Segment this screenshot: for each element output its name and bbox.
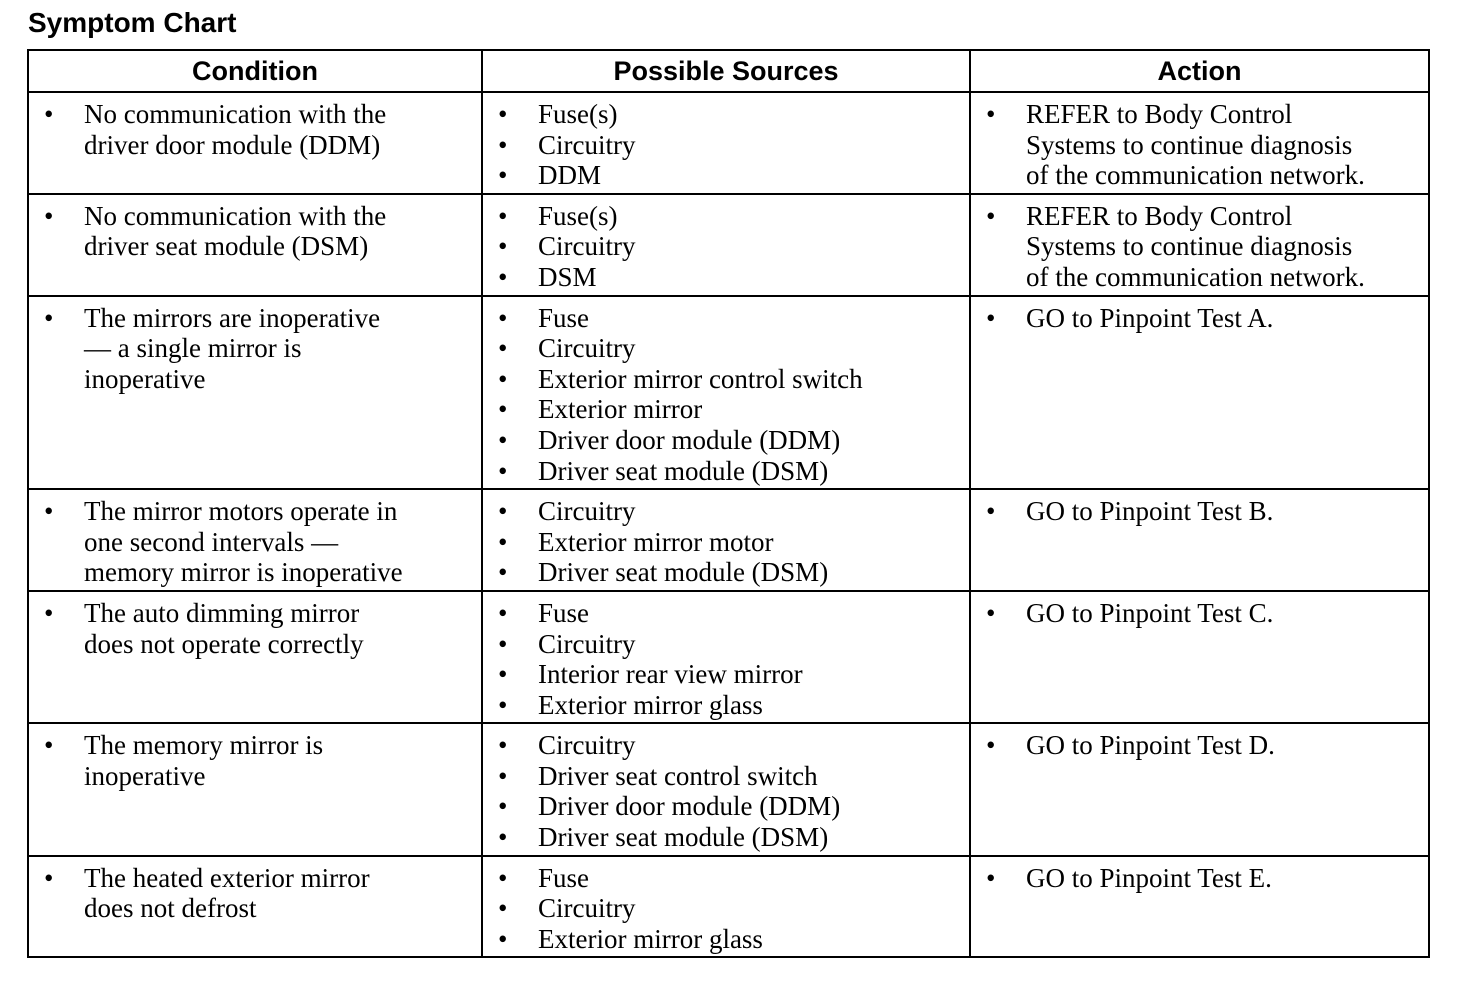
source-item: • Driver seat module (DSM) [483,456,957,487]
action-item [971,730,1416,761]
source-item: • Fuse [483,303,957,334]
action-cell [970,489,1429,591]
possible-sources-list [483,297,969,489]
source-item: • Exterior mirror motor [483,527,957,558]
source-item: • Circuitry [483,730,957,761]
condition-cell [28,723,482,855]
action-item [971,303,1416,334]
source-item: • Exterior mirror control switch [483,364,957,395]
source-item: • Driver seat module (DSM) [483,557,957,588]
action-item [971,99,1416,191]
possible-sources-list [483,857,969,957]
possible-sources-cell [482,92,970,194]
source-item: • Exterior mirror glass [483,924,957,955]
action-item [971,863,1416,894]
source-item: • Driver seat control switch [483,761,957,792]
action-text: • REFER to Body Control Systems to continue diagnosis of the communication network. [1026,200,1365,292]
source-item: • Fuse [483,863,957,894]
condition-list [29,93,481,162]
table-row [28,489,1429,591]
condition-list [29,297,481,397]
table-body [28,92,1429,957]
action-text: • GO to Pinpoint Test B. [1026,496,1274,527]
possible-sources-cell [482,856,970,958]
source-item: • Exterior mirror glass [483,690,957,721]
table-row [28,591,1429,723]
condition-cell [28,296,482,490]
table-row [28,296,1429,490]
header-condition: Condition [28,50,482,92]
source-item: • Fuse(s) [483,99,957,130]
source-item: • Circuitry [483,629,957,660]
page-title: Symptom Chart [28,7,237,38]
source-item: • Circuitry [483,496,957,527]
source-item: • DDM [483,160,957,191]
action-cell [970,723,1429,855]
source-item: • Driver door module (DDM) [483,791,957,822]
condition-text: • The memory mirror is inoperative [84,730,324,791]
possible-sources-cell [482,296,970,490]
condition-item [29,201,469,262]
action-text: • GO to Pinpoint Test E. [1026,862,1272,893]
header-action: Action [970,50,1429,92]
condition-text: • No communication with the driver door module (DDM) [84,99,387,160]
action-text: • GO to Pinpoint Test D. [1026,730,1275,761]
condition-text: • The heated exterior mirror does not defrost [84,862,370,924]
action-text: • GO to Pinpoint Test C. [1026,597,1274,628]
action-cell [970,856,1429,958]
condition-list [29,857,481,926]
symptom-chart-table [27,49,1430,958]
possible-sources-cell [482,591,970,723]
condition-cell [28,92,482,194]
action-cell [970,194,1429,296]
condition-list [29,195,481,264]
header-possible-sources: Possible Sources [482,50,970,92]
source-item: • Driver door module (DDM) [483,425,957,456]
source-item: • Fuse(s) [483,201,957,232]
possible-sources-cell [482,194,970,296]
source-item: • Circuitry [483,893,957,924]
action-list [971,195,1428,295]
condition-item [29,496,469,588]
condition-list [29,724,481,793]
action-text: • GO to Pinpoint Test A. [1026,302,1274,333]
action-list [971,857,1428,896]
source-item: • Circuitry [483,333,957,364]
condition-text: • The mirrors are inoperative — a single mirror is inoperative [84,302,381,394]
condition-list [29,592,481,661]
table-header-row [28,50,1429,92]
action-list [971,297,1428,336]
possible-sources-list [483,490,969,590]
condition-cell [28,489,482,591]
condition-cell [28,194,482,296]
condition-cell [28,591,482,723]
action-cell [970,296,1429,490]
condition-item [29,598,469,659]
possible-sources-cell [482,489,970,591]
table-row [28,92,1429,194]
possible-sources-cell [482,723,970,855]
source-item: • Fuse [483,598,957,629]
condition-cell [28,856,482,958]
action-item [971,598,1416,629]
possible-sources-list [483,724,969,854]
condition-item [29,863,469,924]
action-list [971,592,1428,631]
condition-item [29,99,469,160]
source-item: • DSM [483,262,957,293]
condition-text: • No communication with the driver seat module (DSM) [84,200,387,262]
source-item: • Interior rear view mirror [483,659,957,690]
possible-sources-list [483,195,969,295]
action-item [971,496,1416,527]
table-row [28,723,1429,855]
action-cell [970,92,1429,194]
action-text: • REFER to Body Control Systems to continue diagnosis of the communication network. [1026,99,1365,191]
condition-text: • The mirror motors operate in one second intervals — memory mirror is inoperative [84,496,403,588]
source-item: • Circuitry [483,130,957,161]
possible-sources-list [483,93,969,193]
action-list [971,93,1428,193]
condition-item [29,730,469,791]
source-item: • Exterior mirror [483,394,957,425]
possible-sources-list [483,592,969,722]
source-item: • Driver seat module (DSM) [483,822,957,853]
table-row [28,856,1429,958]
condition-item [29,303,469,395]
action-list [971,490,1428,529]
condition-list [29,490,481,590]
table-row [28,194,1429,296]
action-item [971,201,1416,293]
action-cell [970,591,1429,723]
action-list [971,724,1428,763]
condition-text: • The auto dimming mirror does not operate correctly [84,597,364,659]
source-item: • Circuitry [483,231,957,262]
